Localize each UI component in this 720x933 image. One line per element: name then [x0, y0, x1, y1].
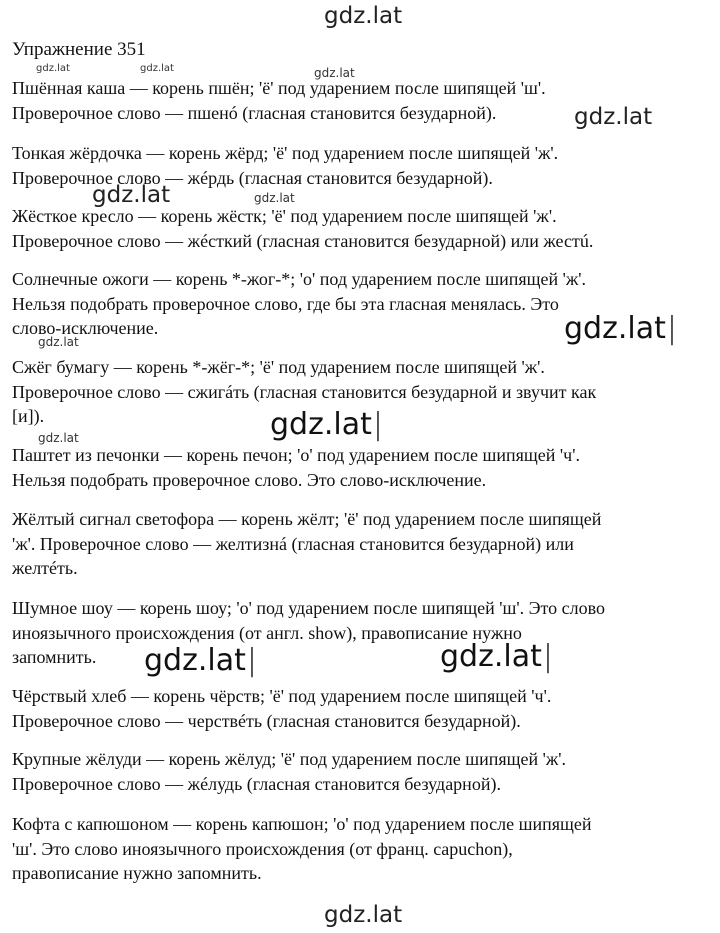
watermark: gdz.lat	[324, 902, 403, 928]
entry-line: Проверочное слово — жéсткий (гласная становится безударной) или жестú.	[12, 230, 594, 251]
watermark: gdz.lat	[92, 182, 171, 208]
entry-line: Проверочное слово — сжигáть (гласная становится безударной и звучит как	[12, 381, 597, 402]
entry-line: иноязычного происхождения (от англ. show), правописание нужно	[12, 622, 522, 643]
entry-3	[12, 204, 708, 253]
entry-line: Нельзя подобрать проверочное слово, где бы эта гласная менялась. Это	[12, 293, 559, 314]
watermark: gdz.lat	[254, 191, 295, 205]
entry-10	[12, 747, 708, 796]
watermark: gdz.lat	[314, 66, 355, 80]
entry-line: Сжёг бумагу — корень *-жёг-*; 'ё' под ударением после шипящей 'ж'.	[12, 357, 545, 377]
entry-line: Шумное шоу — корень шоу; 'о' под ударением после шипящей 'ш'. Это слово	[12, 598, 605, 618]
entry-line: правописание нужно запомнить.	[12, 863, 262, 883]
entry-line: Крупные жёлуди — корень жёлуд; 'ё' под ударением после шипящей 'ж'.	[12, 749, 567, 769]
entry-line: Тонкая жёрдочка — корень жёрд; 'ё' под ударением после шипящей 'ж'.	[12, 143, 559, 163]
entry-line: Паштет из печонки — корень печон; 'о' под ударением после шипящей 'ч'.	[12, 445, 580, 465]
entry-line: 'ш'. Это слово иноязычного происхождения (от франц. capuchon),	[12, 838, 513, 859]
entry-line: Проверочное слово — черствéть (гласная становится безударной).	[12, 710, 521, 731]
entry-line: Солнечные ожоги — корень *-жог-*; 'о' под ударением после шипящей 'ж'.	[12, 269, 587, 289]
entry-line: Проверочное слово — жéрдь (гласная становится безударной).	[12, 167, 493, 188]
watermark: gdz.lat |	[144, 646, 257, 676]
entry-line: Нельзя подобрать проверочное слово. Это слово-исключение.	[12, 469, 487, 490]
watermark: gdz.lat |	[564, 314, 677, 344]
entry-8	[12, 596, 708, 670]
entry-line: Жёсткое кресло — корень жёстк; 'ё' под ударением после шипящей 'ж'.	[12, 206, 557, 226]
entry-line: Чёрствый хлеб — корень чёрств; 'ё' под ударением после шипящей 'ч'.	[12, 686, 552, 706]
entry-9	[12, 684, 708, 733]
entry-line: Жёлтый сигнал светофора — корень жёлт; 'ё' под ударением после шипящей	[12, 509, 602, 529]
entry-line: Кофта с капюшоном — корень капюшон; 'о' под ударением после шипящей	[12, 814, 592, 834]
entry-11	[12, 812, 708, 886]
entry-7	[12, 507, 708, 581]
entry-line: Проверочное слово — жéлудь (гласная становится безударной).	[12, 773, 501, 794]
entry-6	[12, 443, 708, 492]
entry-line: желтéть.	[12, 558, 78, 578]
entry-line: запомнить.	[12, 647, 97, 667]
entry-line: Проверочное слово — пшенó (гласная становится безударной).	[12, 102, 497, 123]
watermark: gdz.lat |	[440, 642, 553, 672]
entry-line: Пшённая каша — корень пшён; 'ё' под ударением после шипящей 'ш'.	[12, 78, 546, 98]
exercise-title: Упражнение 351	[12, 39, 146, 60]
watermark: gdz.lat	[38, 335, 79, 349]
watermark: gdz.lat |	[270, 410, 383, 440]
watermark: gdz.lat	[140, 63, 174, 74]
watermark: gdz.lat	[36, 63, 70, 74]
entry-line: слово-исключение.	[12, 318, 159, 338]
entry-line: [и]).	[12, 406, 45, 426]
watermark: gdz.lat	[574, 104, 653, 130]
watermark: gdz.lat	[38, 431, 79, 445]
entry-line: 'ж'. Проверочное слово — желтизнá (гласная становится безударной) или	[12, 533, 574, 554]
watermark: gdz.lat	[324, 3, 403, 29]
